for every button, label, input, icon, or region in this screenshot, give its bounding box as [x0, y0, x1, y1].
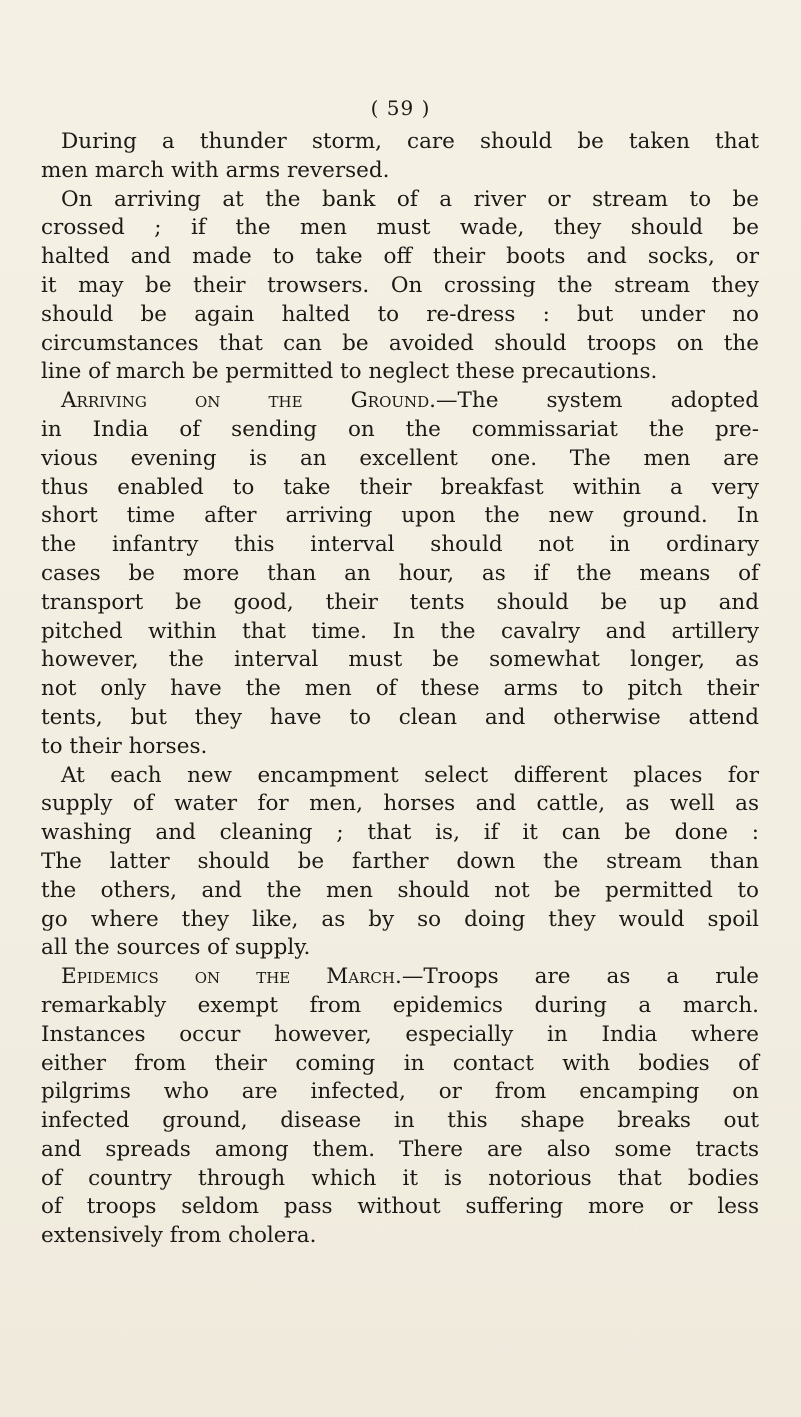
text-fragment: all the sources of supply. — [41, 935, 311, 961]
text-fragment: pitched within that time. In the cavalry and artillery — [41, 618, 759, 644]
text-line — [41, 963, 759, 992]
text-line — [41, 618, 759, 647]
text-fragment: —Troops are as a rule — [401, 964, 759, 990]
page-number: ( 59 ) — [370, 96, 431, 120]
text-line — [41, 1107, 759, 1136]
text-line — [41, 762, 759, 791]
text-fragment: vious evening is an excellent one. The men are — [41, 445, 759, 471]
text-fragment: infected ground, disease in this shape breaks out — [41, 1108, 759, 1134]
text-fragment: the infantry this interval should not in ordinary — [41, 532, 759, 558]
text-line — [41, 416, 759, 445]
text-fragment: On arriving at the bank of a river or stream to be — [61, 186, 759, 212]
section-heading: Epidemics on the March. — [61, 964, 402, 990]
text-fragment: cases be more than an hour, as if the means of — [41, 560, 759, 586]
text-line — [41, 301, 759, 330]
text-fragment: supply of water for men, horses and cattle, as well as — [41, 791, 759, 817]
section-heading: Arriving on the Ground. — [61, 388, 437, 414]
text-fragment: thus enabled to take their breakfast within a very — [41, 474, 759, 500]
text-line — [41, 214, 759, 243]
text-line — [41, 906, 759, 935]
text-line — [41, 445, 759, 474]
text-fragment: should be again halted to re-dress : but under no — [41, 301, 759, 327]
text-line — [41, 387, 759, 416]
text-line — [41, 1050, 759, 1079]
text-fragment: of troops seldom pass without suffering more or less — [41, 1194, 759, 1220]
text-fragment: At each new encampment select different places for — [61, 762, 759, 788]
text-line — [41, 358, 759, 387]
text-fragment: however, the interval must be somewhat longer, as — [41, 647, 759, 673]
text-fragment: —The system adopted — [436, 388, 759, 414]
text-fragment: extensively from cholera. — [41, 1223, 317, 1249]
text-line — [41, 560, 759, 589]
text-line — [41, 704, 759, 733]
text-line — [41, 1078, 759, 1107]
text-fragment: to their horses. — [41, 733, 208, 759]
text-line — [41, 589, 759, 618]
text-line — [41, 848, 759, 877]
text-fragment: in India of sending on the commissariat the pre- — [41, 416, 759, 442]
text-fragment: short time after arriving upon the new ground. In — [41, 503, 759, 529]
text-line — [41, 992, 759, 1021]
text-line — [41, 1021, 759, 1050]
text-fragment: go where they like, as by so doing they would spoil — [41, 906, 759, 932]
text-fragment: it may be their trowsers. On crossing the stream they — [41, 272, 759, 298]
text-line — [41, 474, 759, 503]
text-line — [41, 1193, 759, 1222]
text-line — [41, 1165, 759, 1194]
text-fragment: men march with arms reversed. — [41, 157, 390, 183]
text-fragment: either from their coming in contact with bodies of — [41, 1050, 759, 1076]
text-line — [41, 934, 759, 963]
text-fragment: washing and cleaning ; that is, if it can be done : — [41, 820, 759, 846]
text-line — [41, 128, 759, 157]
text-line — [41, 1136, 759, 1165]
text-fragment: circumstances that can be avoided should troops on the — [41, 330, 759, 356]
text-fragment: of country through which it is notorious that bodies — [41, 1165, 759, 1191]
text-line — [41, 272, 759, 301]
text-line — [41, 646, 759, 675]
text-fragment: During a thunder storm, care should be taken that — [61, 129, 759, 154]
text-line — [41, 531, 759, 560]
text-line — [41, 790, 759, 819]
text-line — [41, 675, 759, 704]
text-line — [41, 1222, 759, 1251]
text-line — [41, 157, 759, 186]
text-fragment: halted and made to take off their boots and socks, or — [41, 244, 759, 270]
text-line — [41, 243, 759, 272]
body-text — [41, 128, 759, 1251]
text-line — [41, 877, 759, 906]
text-line — [41, 330, 759, 359]
text-fragment: pilgrims who are infected, or from encamping on — [41, 1079, 759, 1105]
text-line — [41, 733, 759, 762]
text-fragment: remarkably exempt from epidemics during a march. — [41, 992, 759, 1018]
text-fragment: transport be good, their tents should be up and — [41, 589, 759, 615]
text-fragment: the others, and the men should not be permitted to — [41, 877, 759, 903]
text-fragment: Instances occur however, especially in India where — [41, 1021, 759, 1047]
text-line — [41, 819, 759, 848]
text-fragment: not only have the men of these arms to pitch their — [41, 676, 759, 702]
text-line — [41, 502, 759, 531]
text-fragment: tents, but they have to clean and otherwise attend — [41, 704, 759, 730]
text-fragment: and spreads among them. There are also some tracts — [41, 1136, 759, 1162]
text-fragment: The latter should be farther down the stream than — [41, 848, 759, 874]
text-fragment: line of march be permitted to neglect these precautions. — [41, 359, 658, 385]
text-line — [41, 186, 759, 215]
text-fragment: crossed ; if the men must wade, they should be — [41, 215, 759, 241]
